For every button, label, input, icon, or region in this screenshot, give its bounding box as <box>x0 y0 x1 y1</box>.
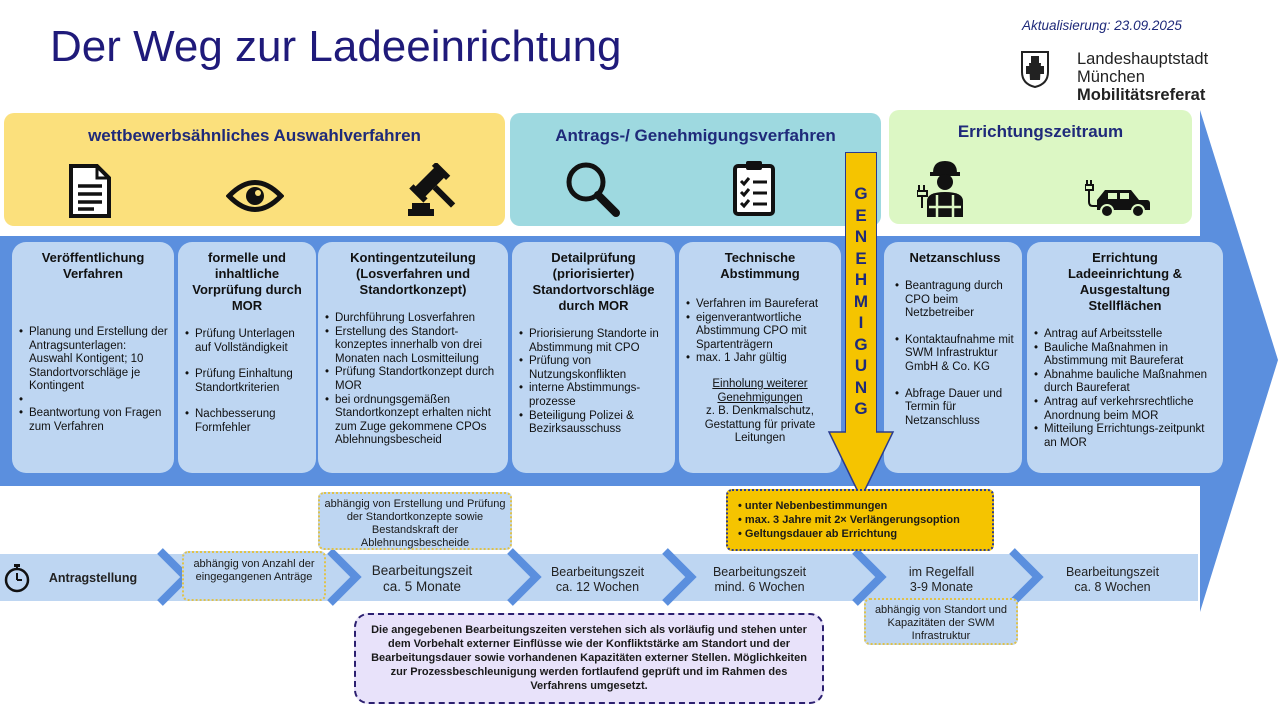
stage-3-9-monate: im Regelfall 3-9 Monate <box>908 565 975 594</box>
card-kontingentzuteilung: Kontingentzuteilung (Losverfahren und Standortkonzept) • Durchführung Losverfahren • Erstellung des Standort-konzeptes innerhalb von drei Monaten nach Losmitteilung • Prüfung Standortkonzept durch MOR • bei ordnungsgemäßen Standortkonzept erhalten nicht zum Zuge gekommene CPOs Ablehnungsbescheid <box>318 242 508 473</box>
note-standortkonzept: abhängig von Erstellung und Prüfung der Standortkonzepte sowie Bestandskraft der Ablehnungsbescheide <box>318 492 512 550</box>
disclaimer-box: Die angegebenen Bearbeitungszeiten verstehen sich als vorläufig und stehen unter dem Vorbehalt externer Einflüsse wie der Konfliktstärke am Standort und der Bearbeitungsdauer sowie vorhandenen Kapazitäten externer Stellen. Möglichkeiten zur Prozessbeschleunigung werden fortlaufend geprüft und im Rahmen des Verfahrens umgesetzt. <box>354 613 824 704</box>
stopwatch-icon <box>3 563 31 593</box>
eye-icon <box>226 177 284 215</box>
genehmigung-letter: E <box>855 205 867 225</box>
update-date: Aktualisierung: 23.09.2025 <box>1022 18 1182 33</box>
note-antraege: abhängig von Anzahl der eingegangenen Anträge <box>182 551 326 601</box>
genehmigung-letter: I <box>858 313 864 332</box>
phase-errichtungszeitraum: Errichtungszeitraum <box>889 110 1192 224</box>
stage-8-wochen: Bearbeitungszeit ca. 8 Wochen <box>1065 565 1160 594</box>
phase-genehmigungsverfahren: Antrags-/ Genehmigungsverfahren <box>510 113 881 226</box>
genehmigung-letter: E <box>855 248 867 268</box>
genehmigung-letter: H <box>854 270 868 289</box>
genehmigung-letter: N <box>854 227 868 246</box>
genehmigung-letter: M <box>853 291 869 311</box>
genehmigung-letter: G <box>854 334 868 354</box>
phase-auswahlverfahren: wettbewerbsähnliches Auswahlverfahren <box>4 113 505 226</box>
card-vorpruefung: formelle und inhaltliche Vorprüfung durch MOR • Prüfung Unterlagen auf Vollständigkeit • Prüfung Einhaltung Standortkriterien • Nachbesserung Formfehler <box>178 242 316 473</box>
stage-antragstellung: Antragstellung <box>48 571 138 585</box>
worker-icon <box>917 157 973 219</box>
stage-5-monate: Bearbeitungszeit ca. 5 Monate <box>371 563 473 594</box>
checklist-icon <box>732 159 776 217</box>
genehmigung-label <box>846 183 876 420</box>
card-technische-abstimmung: Technische Abstimmung • Verfahren im Baureferat • eigenverantwortliche Abstimmung CPO mit Spartenträgern • max. 1 Jahr gültig Einholung weiterer Genehmigungen z. B. Denkmalschutz, Gestattung für private Leitungen <box>679 242 841 473</box>
logo-text: Landeshauptstadt München Mobilitätsreferat <box>1077 50 1209 104</box>
stage-12-wochen: Bearbeitungszeit ca. 12 Wochen <box>550 565 645 594</box>
genehmigung-letter: U <box>854 356 868 375</box>
munich-crest-icon <box>1020 50 1050 88</box>
gavel-icon <box>404 163 462 221</box>
electric-car-icon <box>1085 180 1151 220</box>
document-icon <box>68 163 112 219</box>
magnifier-icon <box>563 160 621 218</box>
genehmigung-letter: N <box>854 377 868 397</box>
genehmigung-letter: G <box>854 184 868 203</box>
card-veroeffentlichung: Veröffentlichung Verfahren • Planung und Erstellung der Antragsunterlagen: Auswahl Kontigent; 10 Standortvorschläge je Kontingent • • Beantwortung von Fragen zum Verfahren <box>12 242 174 473</box>
card-netzanschluss: Netzanschluss • Beantragung durch CPO beim Netzbetreiber • Kontaktaufnahme mit SWM Infrastruktur GmbH & Co. KG • Abfrage Dauer und Termin für Netzanschluss <box>884 242 1022 473</box>
note-swm: abhängig von Standort und Kapazitäten der SWM Infrastruktur <box>864 598 1018 645</box>
page-title: Der Weg zur Ladeeinrichtung <box>50 22 622 71</box>
genehmigung-letter: G <box>854 399 868 418</box>
genehmigung-bar <box>845 152 877 432</box>
card-errichtung: Errichtung Ladeeinrichtung & Ausgestaltung Stellflächen • Antrag auf Arbeitsstelle • Bauliche Maßnahmen in Abstimmung mit Baureferat • Abnahme bauliche Maßnahmen durch Baureferat • Antrag auf verkehrsrechtliche Anordnung beim MOR • Mitteilung Errichtungs-zeitpunkt an MOR <box>1027 242 1223 473</box>
note-nebenbestimmungen: • unter Nebenbestimmungen • max. 3 Jahre mit 2× Verlängerungsoption • Geltungsdauer ab Errichtung <box>726 489 994 551</box>
card-detailpruefung: Detailprüfung (priorisierter) Standortvorschläge durch MOR • Priorisierung Standorte in Abstimmung mit CPO • Prüfung von Nutzungskonflikten • interne Abstimmungs-prozesse • Beteiligung Polizei & Bezirksausschuss <box>512 242 675 473</box>
stage-6-wochen: Bearbeitungszeit mind. 6 Wochen <box>712 565 807 594</box>
